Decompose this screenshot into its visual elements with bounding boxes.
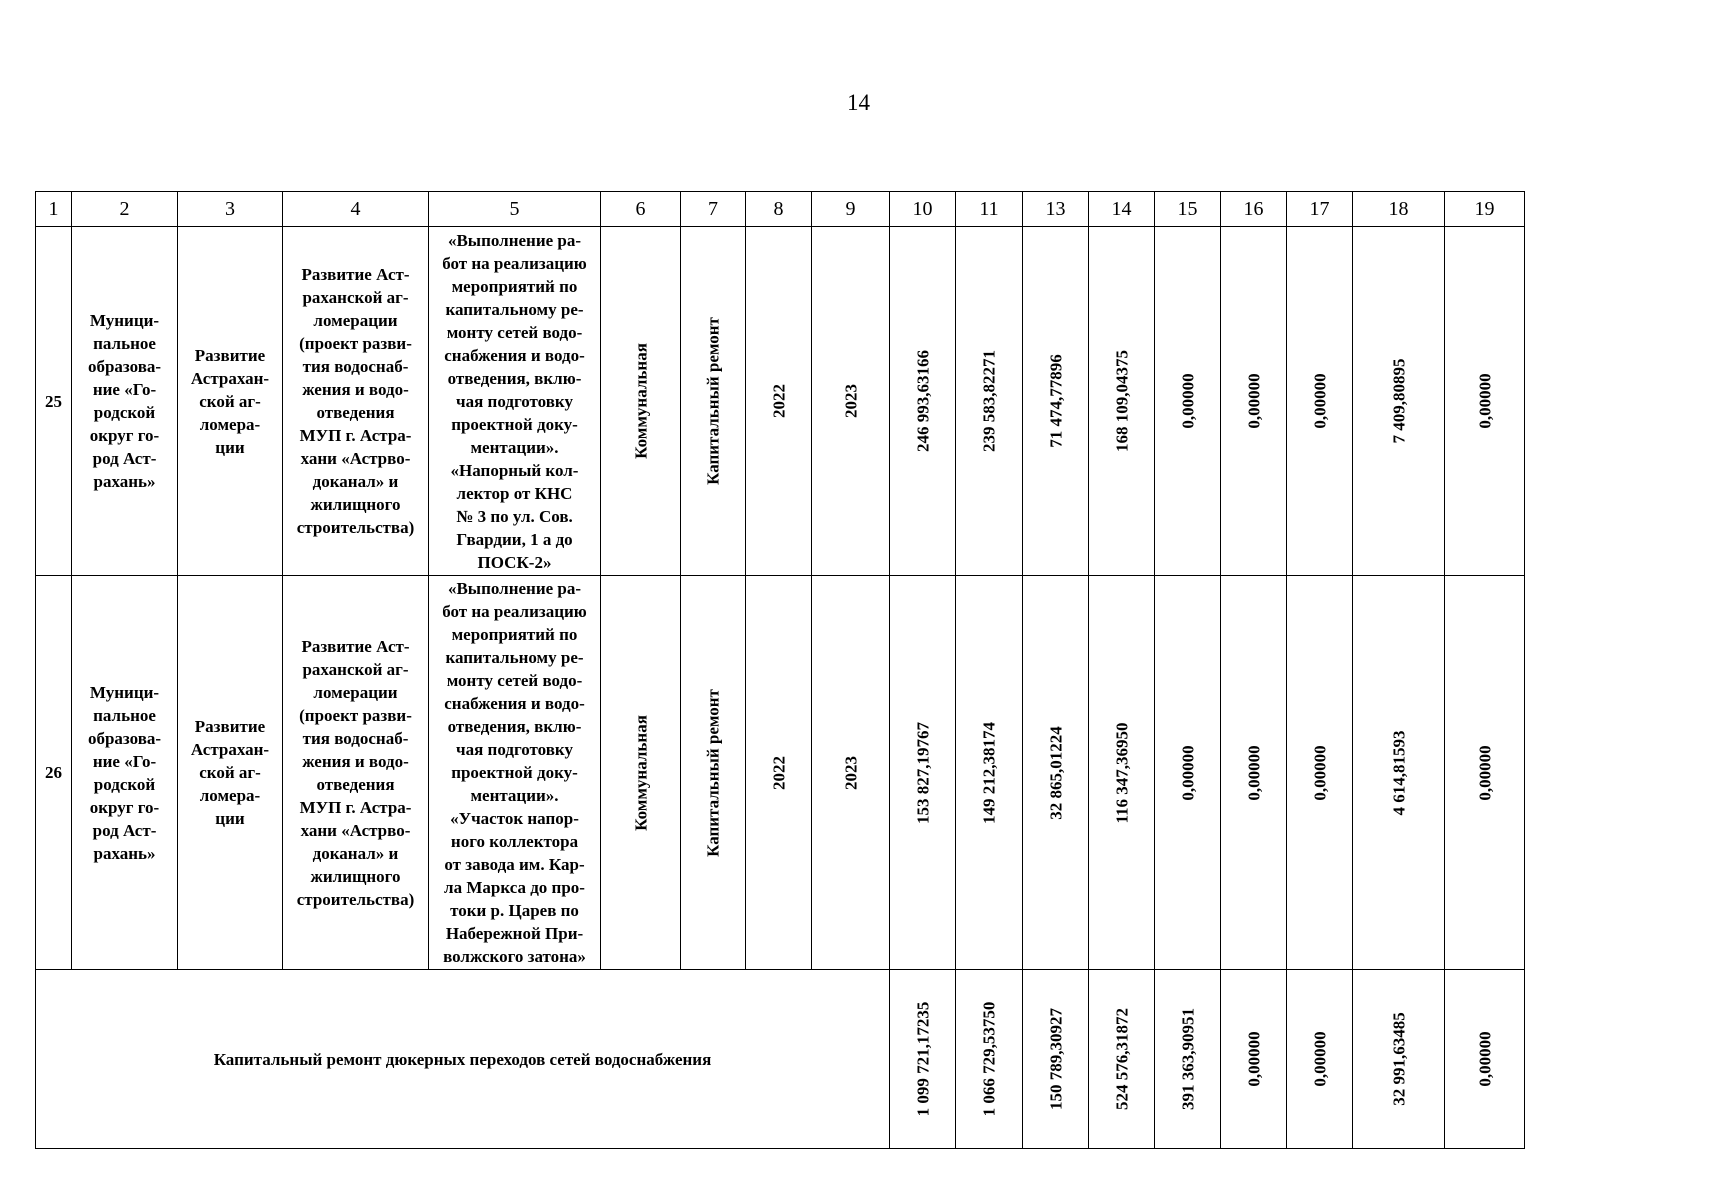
table-row	[36, 576, 1525, 970]
header-cell: 10	[890, 192, 956, 227]
page-number: 14	[847, 90, 870, 115]
value-cell-14	[1089, 576, 1155, 970]
total-cell-16	[1221, 970, 1287, 1149]
total-cell-13	[1023, 970, 1089, 1149]
header-cell: 7	[681, 192, 746, 227]
header-cell: 16	[1221, 192, 1287, 227]
row-number: 26	[36, 576, 72, 970]
value-cell-18	[1353, 227, 1445, 576]
total-cell-15	[1155, 970, 1221, 1149]
header-cell: 1	[36, 192, 72, 227]
header-cell: 9	[812, 192, 890, 227]
total-value: 0,00000	[1244, 1031, 1263, 1087]
work-type-text: Капитальный ремонт	[703, 317, 723, 485]
value-cell-16	[1221, 227, 1287, 576]
value-text: 239 583,82271	[979, 350, 999, 452]
year-start-cell	[746, 576, 812, 970]
total-value: 0,00000	[1475, 1031, 1494, 1087]
header-cell: 13	[1023, 192, 1089, 227]
value-cell-10	[890, 227, 956, 576]
header-cell: 6	[601, 192, 681, 227]
value-cell-19	[1445, 576, 1525, 970]
table-row	[36, 227, 1525, 576]
value-cell-19	[1445, 227, 1525, 576]
header-cell: 11	[956, 192, 1023, 227]
year-start-text: 2022	[769, 755, 788, 790]
value-text: 71 474,77896	[1046, 354, 1065, 448]
year-end-cell	[812, 227, 890, 576]
value-cell-13	[1023, 576, 1089, 970]
ownership-text: Коммунальная	[631, 343, 650, 459]
total-cell-19	[1445, 970, 1525, 1149]
value-text: 32 865,01224	[1046, 725, 1065, 820]
header-cell: 17	[1287, 192, 1353, 227]
total-value: 1 099 721,17235	[913, 1001, 932, 1117]
value-text: 168 109,04375	[1112, 350, 1131, 452]
value-text: 0,00000	[1310, 373, 1329, 429]
works-table	[35, 191, 1525, 1149]
program-cell: Развитие Астрахан- ской аг- ломера- ции	[178, 576, 283, 970]
total-value: 0,00000	[1310, 1031, 1329, 1087]
work-type-cell	[681, 227, 746, 576]
value-cell-18	[1353, 576, 1445, 970]
value-text: 0,00000	[1475, 744, 1494, 801]
total-cell-14	[1089, 970, 1155, 1149]
header-cell: 18	[1353, 192, 1445, 227]
year-start-cell	[746, 227, 812, 576]
value-text: 0,00000	[1178, 373, 1197, 429]
header-cell: 8	[746, 192, 812, 227]
header-cell: 19	[1445, 192, 1525, 227]
header-row	[36, 192, 1525, 227]
value-cell-16	[1221, 576, 1287, 970]
value-text: 0,00000	[1475, 373, 1494, 429]
year-end-text: 2023	[841, 755, 860, 790]
value-cell-15	[1155, 576, 1221, 970]
header-cell: 14	[1089, 192, 1155, 227]
header-cell: 4	[283, 192, 429, 227]
municipality-cell: Муници- пальное образова- ние «Го- родской округ го- род Аст- рахань»	[72, 576, 178, 970]
total-cell-18	[1353, 970, 1445, 1149]
total-value: 32 991,63485	[1389, 1012, 1408, 1106]
value-cell-13	[1023, 227, 1089, 576]
ownership-cell	[601, 576, 681, 970]
value-cell-15	[1155, 227, 1221, 576]
value-text: 0,00000	[1310, 744, 1329, 801]
header-cell: 5	[429, 192, 601, 227]
value-cell-11	[956, 227, 1023, 576]
value-text: 7 409,80895	[1389, 358, 1408, 444]
year-end-cell	[812, 576, 890, 970]
municipality-cell: Муници- пальное образова- ние «Го- родской округ го- род Аст- рахань»	[72, 227, 178, 576]
description-cell: «Выполнение ра- бот на реализацию мероприятий по капитальному ре- монту сетей водо- снабжения и водо- отведения, вклю- чая подготовку проектной доку- ментации». «Напорный кол- лектор от КНС № 3 по ул. Сов. Гвардии, 1 а до ПОСК-2»	[429, 227, 601, 576]
ownership-cell	[601, 227, 681, 576]
value-cell-17	[1287, 576, 1353, 970]
row-number: 25	[36, 227, 72, 576]
value-cell-17	[1287, 227, 1353, 576]
total-row	[36, 970, 1525, 1149]
header-cell: 2	[72, 192, 178, 227]
value-text: 153 827,19767	[913, 721, 932, 824]
total-cell-17	[1287, 970, 1353, 1149]
total-value: 524 576,31872	[1112, 1008, 1131, 1110]
value-text: 0,00000	[1244, 373, 1263, 429]
value-text: 116 347,36950	[1112, 721, 1131, 824]
header-cell: 15	[1155, 192, 1221, 227]
value-text: 246 993,63166	[913, 350, 932, 452]
value-text: 4 614,81593	[1389, 730, 1408, 815]
total-value: 150 789,30927	[1046, 1008, 1065, 1110]
work-type-cell	[681, 576, 746, 970]
program-cell: Развитие Астрахан- ской аг- ломера- ции	[178, 227, 283, 576]
value-cell-14	[1089, 227, 1155, 576]
value-text: 0,00000	[1178, 744, 1197, 801]
ownership-text: Коммунальная	[631, 714, 650, 831]
project-cell: Развитие Аст- раханской аг- ломерации (проект разви- тия водоснаб- жения и водо- отведения МУП г. Астра- хани «Астрво- доканал» и жилищного строительства)	[283, 576, 429, 970]
year-start-text: 2022	[769, 384, 788, 418]
total-label: Капитальный ремонт дюкерных переходов сетей водоснабжения	[36, 970, 890, 1149]
total-cell-11	[956, 970, 1023, 1149]
work-type-text: Капитальный ремонт	[703, 688, 723, 857]
value-text: 149 212,38174	[979, 721, 999, 824]
description-cell: «Выполнение ра- бот на реализацию мероприятий по капитальному ре- монту сетей водо- снабжения и водо- отведения, вклю- чая подготовку проектной доку- ментации». «Участок напор- ного коллектора от завода им. Кар- ла Маркса до про- токи р. Царев по Набережной При- волжского затона»	[429, 576, 601, 970]
value-text: 0,00000	[1244, 744, 1263, 801]
header-cell: 3	[178, 192, 283, 227]
total-cell-10	[890, 970, 956, 1149]
year-end-text: 2023	[841, 384, 860, 418]
total-value: 1 066 729,53750	[979, 1001, 999, 1117]
project-cell: Развитие Аст- раханской аг- ломерации (проект разви- тия водоснаб- жения и водо- отведения МУП г. Астра- хани «Астрво- доканал» и жилищного строительства)	[283, 227, 429, 576]
value-cell-10	[890, 576, 956, 970]
value-cell-11	[956, 576, 1023, 970]
total-value: 391 363,90951	[1178, 1008, 1197, 1110]
